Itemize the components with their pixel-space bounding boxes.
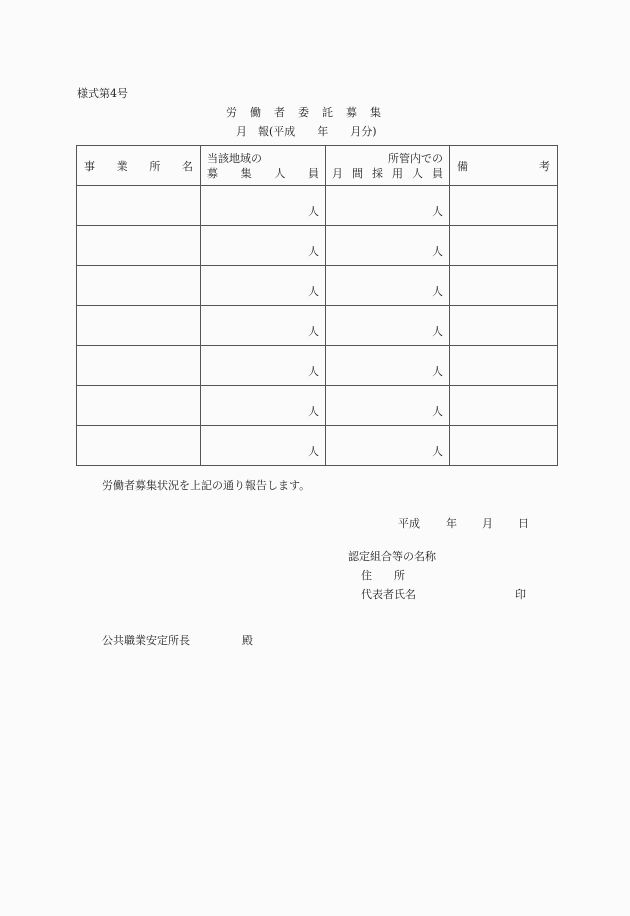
recruit-count-cell[interactable]	[201, 426, 326, 466]
hired-count-cell[interactable]	[326, 386, 450, 426]
remarks-cell[interactable]	[450, 306, 558, 346]
unit-label: 人	[308, 444, 319, 458]
table-row	[77, 426, 558, 466]
unit-label: 人	[308, 324, 319, 338]
office-name-cell[interactable]	[77, 386, 201, 426]
header-char: 用	[392, 166, 403, 180]
hired-count-cell[interactable]	[326, 426, 450, 466]
recruit-count-cell[interactable]	[201, 306, 326, 346]
header-line1: 所管内での	[388, 151, 443, 165]
header-char: 名	[181, 159, 193, 173]
title-char: 集	[370, 106, 381, 119]
representative-name-label: 代表者氏名	[361, 588, 416, 601]
report-table	[76, 145, 558, 466]
remarks-cell[interactable]	[450, 346, 558, 386]
hired-count-cell[interactable]	[326, 346, 450, 386]
date-day: 日	[518, 517, 529, 530]
date-year: 年	[446, 517, 457, 530]
table-row	[77, 266, 558, 306]
header-char: 集	[240, 166, 252, 180]
office-name-cell[interactable]	[77, 266, 201, 306]
remarks-cell[interactable]	[450, 266, 558, 306]
header-remarks	[450, 146, 558, 186]
unit-label: 人	[432, 364, 443, 378]
header-char: 募	[207, 166, 218, 180]
unit-label: 人	[432, 324, 443, 338]
hired-count-cell[interactable]	[326, 306, 450, 346]
office-name-cell[interactable]	[77, 426, 201, 466]
unit-label: 人	[432, 204, 443, 218]
unit-label: 人	[432, 244, 443, 258]
recruit-count-cell[interactable]	[201, 346, 326, 386]
title-char: 募	[346, 106, 357, 119]
table-row	[77, 306, 558, 346]
recruit-count-cell[interactable]	[201, 386, 326, 426]
table-row	[77, 346, 558, 386]
recruit-count-cell[interactable]	[201, 226, 326, 266]
header-char: 所	[149, 159, 161, 173]
title-char: 委	[298, 106, 309, 119]
header-char: 人	[274, 166, 286, 180]
date-month: 月	[482, 517, 493, 530]
remarks-cell[interactable]	[450, 426, 558, 466]
header-monthly-hired	[326, 146, 450, 186]
document-subtitle: 月 報(平成 年 月分)	[236, 125, 377, 138]
honorific: 殿	[242, 634, 253, 647]
office-name-cell[interactable]	[77, 346, 201, 386]
office-name-cell[interactable]	[77, 186, 201, 226]
hired-count-cell[interactable]	[326, 226, 450, 266]
report-date	[398, 515, 529, 531]
unit-label: 人	[432, 284, 443, 298]
title-char: 託	[322, 106, 333, 119]
header-char: 業	[116, 159, 128, 173]
date-era: 平成	[398, 517, 420, 530]
header-char: 備	[457, 159, 468, 173]
header-char: 員	[432, 166, 443, 180]
recruit-count-cell[interactable]	[201, 266, 326, 306]
header-office-name	[77, 146, 201, 186]
header-char: 員	[307, 166, 319, 180]
unit-label: 人	[432, 444, 443, 458]
unit-label: 人	[308, 284, 319, 298]
header-line1: 当該地域の	[207, 151, 262, 165]
hired-count-cell[interactable]	[326, 266, 450, 306]
form-number: 様式第4号	[77, 87, 128, 100]
header-char: 間	[352, 166, 363, 180]
header-char: 事	[84, 159, 95, 173]
title-char: 労	[226, 106, 237, 119]
unit-label: 人	[308, 204, 319, 218]
recruit-count-cell[interactable]	[201, 186, 326, 226]
document-title	[226, 104, 394, 120]
unit-label: 人	[308, 404, 319, 418]
hired-count-cell[interactable]	[326, 186, 450, 226]
header-char: 月	[332, 166, 343, 180]
remarks-cell[interactable]	[450, 226, 558, 266]
table-header-row	[77, 146, 558, 186]
office-name-cell[interactable]	[77, 306, 201, 346]
title-char: 者	[274, 106, 285, 119]
unit-label: 人	[432, 404, 443, 418]
remarks-cell[interactable]	[450, 186, 558, 226]
org-name-label: 認定組合等の名称	[348, 550, 436, 563]
address-label: 住 所	[361, 569, 405, 582]
title-char: 働	[250, 106, 261, 119]
header-recruit-count	[201, 146, 326, 186]
remarks-cell[interactable]	[450, 386, 558, 426]
unit-label: 人	[308, 244, 319, 258]
header-char: 採	[372, 166, 383, 180]
table-row	[77, 386, 558, 426]
header-char: 人	[412, 166, 423, 180]
addressee: 公共職業安定所長	[102, 634, 190, 647]
report-statement: 労働者募集状況を上記の通り報告します。	[102, 479, 311, 492]
header-char: 考	[539, 159, 550, 173]
table-row	[77, 186, 558, 226]
unit-label: 人	[308, 364, 319, 378]
office-name-cell[interactable]	[77, 226, 201, 266]
seal-mark: 印	[515, 588, 526, 601]
table-row	[77, 226, 558, 266]
